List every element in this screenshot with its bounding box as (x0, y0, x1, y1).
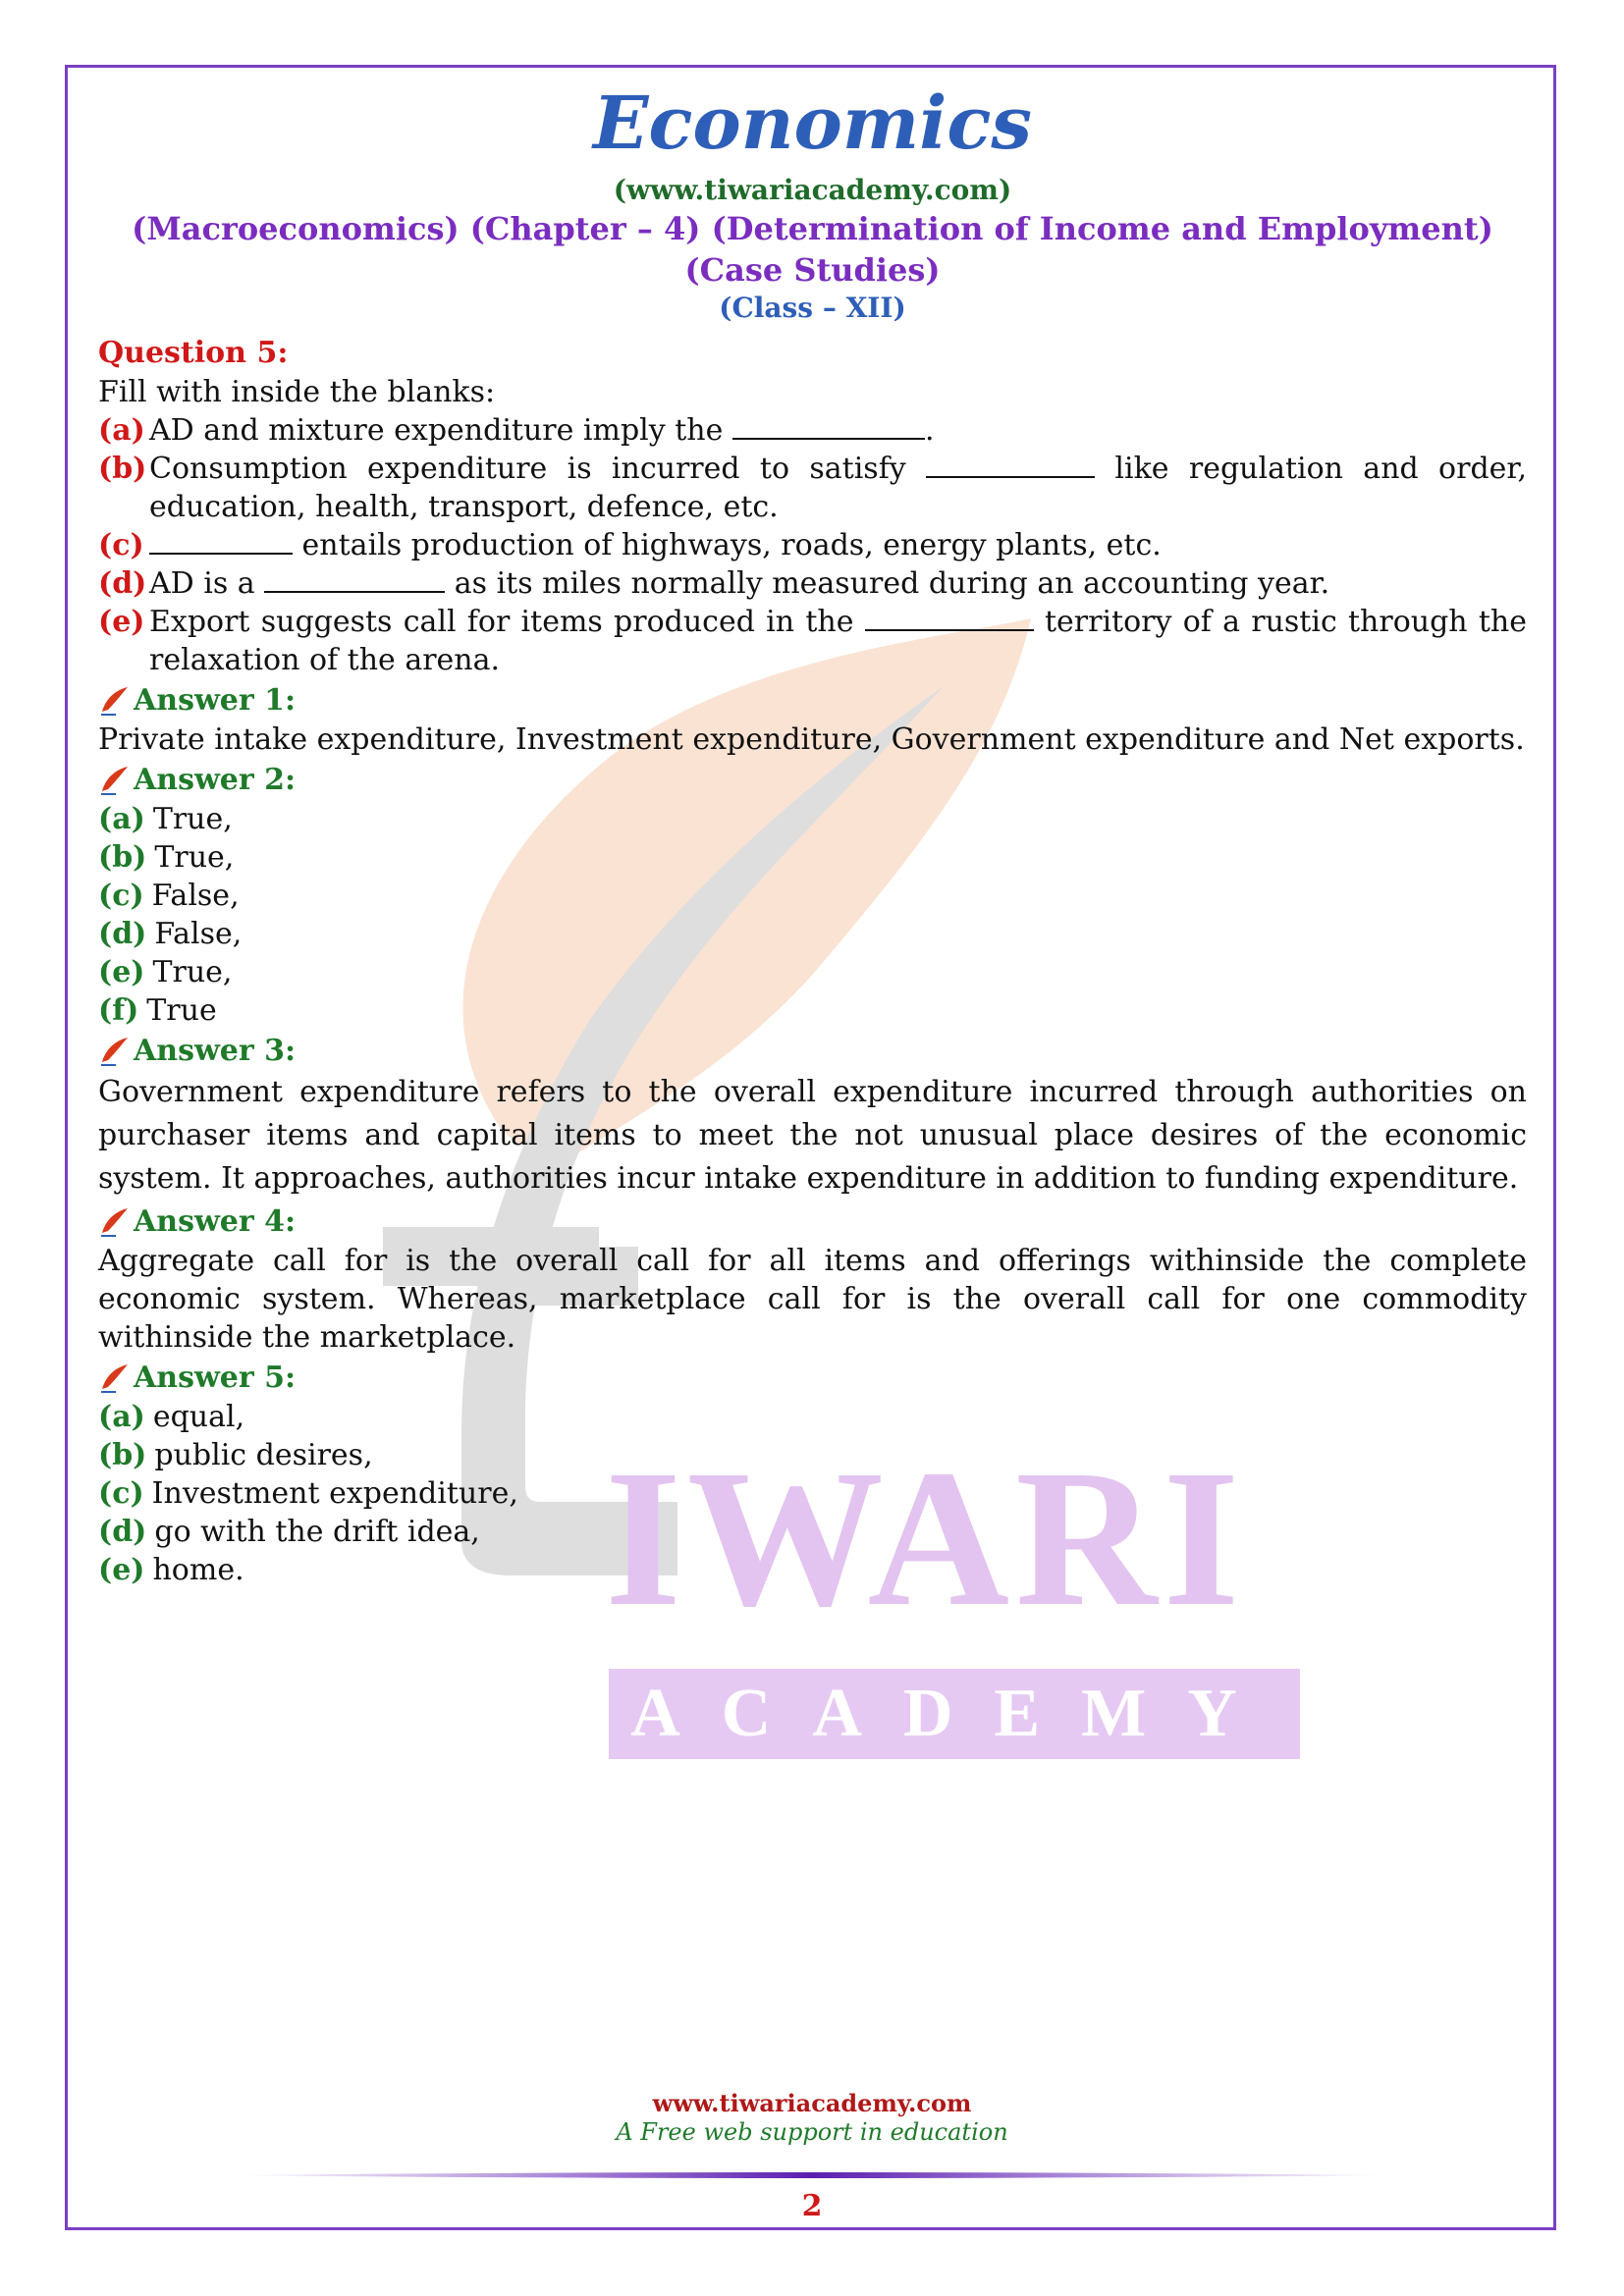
answer-heading (98, 1032, 1527, 1071)
item-label: (e) (98, 605, 145, 639)
blank-line (264, 565, 445, 593)
answer-2-heading: Answer 2: (134, 763, 297, 797)
item-text: Export suggests call for items produced in the (149, 605, 854, 639)
answer-3-text: Government expenditure refers to the overall expenditure incurred through authorities on purchaser items and capital items to meet the not unusual place desires of the economic system. It approaches, authorities incur intake expenditure in addition to funding expenditure. (98, 1075, 1527, 1196)
item-label: (d) (98, 566, 147, 601)
answer-heading (98, 1359, 1527, 1398)
item-text: Consumption expenditure is incurred to satisfy (149, 452, 906, 486)
answer-2-item (98, 800, 1527, 838)
pen-icon (98, 1205, 132, 1239)
item-text: home. (152, 1553, 244, 1587)
answer-1-heading: Answer 1: (134, 683, 297, 718)
question-item (98, 526, 1527, 564)
footer-divider (226, 2171, 1398, 2179)
answer-2-item (98, 915, 1527, 953)
watermark-iwari: IWARI (605, 1430, 1246, 1647)
item-text: True, (152, 955, 233, 989)
question-item (98, 411, 1527, 450)
item-label: (b) (98, 1438, 147, 1472)
class-heading: (Class – XII) (719, 292, 906, 324)
question-item (98, 450, 1527, 526)
blank-line (149, 527, 293, 555)
item-text: True, (154, 840, 235, 875)
item-text: AD and mixture expenditure imply the (149, 413, 724, 448)
item-text-after: entails production of highways, roads, energy plants, etc. (301, 528, 1162, 562)
item-label: (b) (98, 452, 147, 486)
answer-2-item (98, 838, 1527, 877)
answer-5-item (98, 1398, 1527, 1436)
item-text-after: . (924, 413, 935, 448)
pen-icon (98, 764, 132, 797)
item-label: (f) (98, 993, 139, 1028)
answer-5-item (98, 1436, 1527, 1474)
item-text: equal, (152, 1400, 245, 1434)
page-title: Economics (592, 81, 1033, 166)
answer-5-heading: Answer 5: (134, 1361, 297, 1395)
item-label: (a) (98, 413, 145, 448)
answer-5-item (98, 1513, 1527, 1551)
answer-2-item (98, 953, 1527, 991)
answer-heading (98, 761, 1527, 800)
answer-5-item (98, 1551, 1527, 1589)
item-label: (c) (98, 1476, 144, 1511)
chapter-heading: (Macroeconomics) (Chapter – 4) (Determination of Income and Employment) (Case Studies) (132, 210, 1493, 289)
question-item (98, 564, 1527, 603)
answer-3-heading: Answer 3: (134, 1034, 297, 1068)
watermark-academy: ACADEMY (609, 1669, 1300, 1759)
item-label: (d) (98, 917, 147, 951)
item-text: False, (151, 879, 240, 913)
item-label: (c) (98, 879, 144, 913)
answer-2-item (98, 877, 1527, 915)
answer-5-item (98, 1474, 1527, 1513)
item-text: True (146, 993, 217, 1028)
item-text-after: as its miles normally measured during an accounting year. (454, 566, 1330, 601)
item-label: (a) (98, 1400, 145, 1434)
answer-1-text: Private intake expenditure, Investment expenditure, Government expenditure and Net exports. (98, 722, 1525, 757)
answer-4-heading: Answer 4: (134, 1204, 297, 1239)
item-text: AD is a (149, 566, 255, 601)
item-text: False, (154, 917, 243, 951)
item-label: (c) (98, 528, 144, 562)
item-label: (a) (98, 802, 145, 836)
item-label: (d) (98, 1515, 147, 1549)
blank-line (926, 451, 1095, 478)
answer-heading (98, 1202, 1527, 1242)
item-text-after: like regulation and order, education, health, transport, defence, etc. (149, 452, 1527, 524)
item-text: True, (152, 802, 233, 836)
pen-icon (98, 1362, 132, 1395)
answer-heading (98, 681, 1527, 721)
page-number: 2 (801, 2189, 823, 2223)
pen-icon (98, 684, 132, 718)
question-heading: Question 5: (98, 336, 289, 370)
question-item (98, 603, 1527, 679)
item-text: Investment expenditure, (151, 1476, 518, 1511)
item-text: public desires, (154, 1438, 373, 1472)
item-label: (e) (98, 955, 145, 989)
page-content (98, 79, 1527, 1589)
item-label: (b) (98, 840, 147, 875)
blank-line (865, 604, 1034, 631)
item-text-after: territory of a rustic through the relaxation of the arena. (149, 605, 1527, 677)
item-text: go with the drift idea, (154, 1515, 480, 1549)
answer-2-item (98, 991, 1527, 1030)
footer-site-link[interactable]: www.tiwariacademy.com (652, 2089, 972, 2117)
item-label: (e) (98, 1553, 145, 1587)
answer-4-text: Aggregate call for is the overall call for all items and offerings withinside the complete economic system. Whereas, marketplace call for is the overall call for one commodity withinside the marketplace. (98, 1244, 1527, 1355)
pen-icon (98, 1035, 132, 1068)
footer-tagline: A Free web support in education (616, 2118, 1008, 2146)
blank-line (732, 412, 925, 440)
question-instruction: Fill with inside the blanks: (98, 375, 496, 409)
header-site: (www.tiwariacademy.com) (613, 174, 1012, 206)
